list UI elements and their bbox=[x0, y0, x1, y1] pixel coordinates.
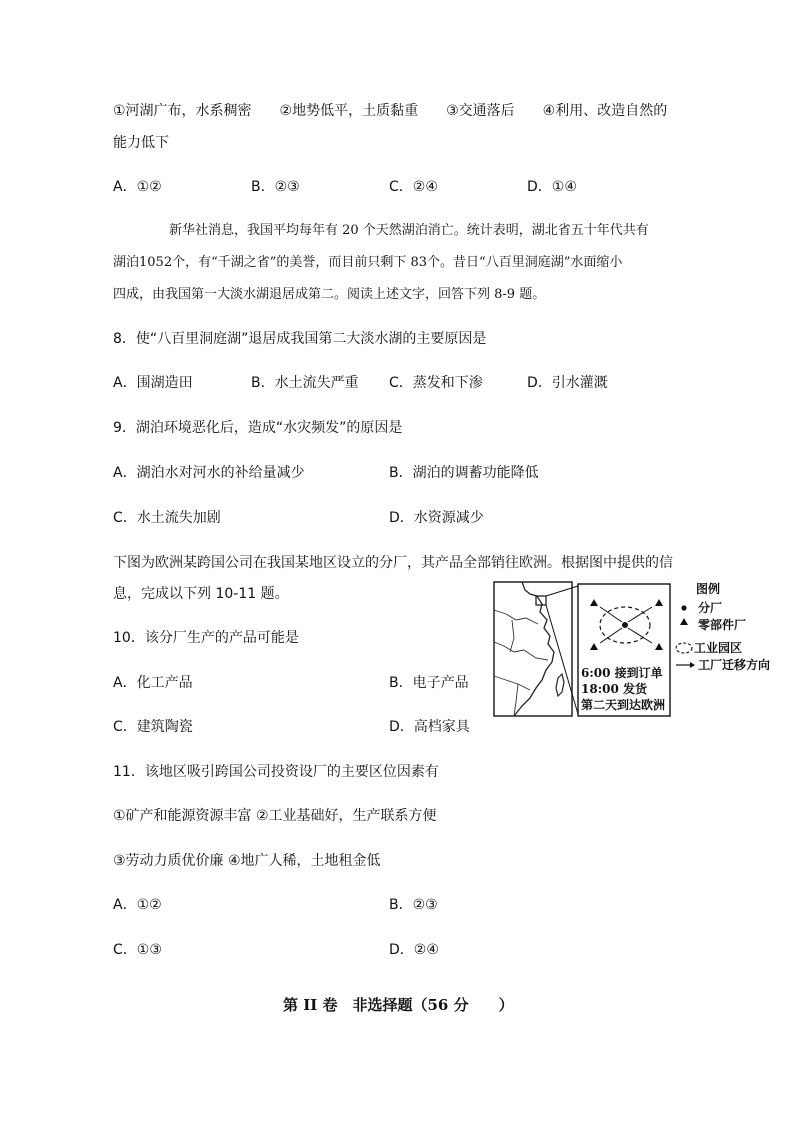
legend-label-parts: 零部件厂 bbox=[698, 618, 747, 632]
legend-label-park: 工业园区 bbox=[694, 641, 743, 655]
dot-icon bbox=[681, 605, 686, 610]
context-line-1: 下图为欧洲某跨国公司在我国某地区设立的分厂，其产品全部销往欧洲。根据图中提供的信 bbox=[113, 555, 673, 571]
q11-option-a: A．①② bbox=[113, 897, 162, 913]
factory-figure bbox=[492, 580, 782, 720]
factory-dot bbox=[622, 622, 628, 628]
section-title: 第 II 卷 非选择题（56 分 ） bbox=[283, 996, 514, 1014]
prev-option-b: B．②③ bbox=[251, 179, 300, 195]
legend-label-migration: 工厂迁移方向 bbox=[698, 658, 771, 672]
order-text-2: 18:00 发货 bbox=[581, 682, 648, 696]
q8-option-a: A．围湖造田 bbox=[113, 375, 193, 391]
q11-items-line-2: ③劳动力质优价廉 ④地广人稀，土地租金低 bbox=[113, 853, 381, 869]
legend-title: 图例 bbox=[696, 582, 721, 596]
q9-option-d: D．水资源减少 bbox=[389, 510, 484, 526]
intro-line-1: ①河湖广布，水系稠密 ②地势低平，土质黏重 ③交通落后 ④利用、改造自然的 bbox=[113, 103, 668, 119]
context-line-2: 息，完成以下列 10-11 题。 bbox=[113, 586, 289, 602]
triangle-icon bbox=[680, 618, 688, 625]
dashed-ellipse-icon bbox=[676, 643, 692, 653]
q8-option-c: C．蒸发和下渗 bbox=[389, 375, 483, 391]
q10-option-b: B．电子产品 bbox=[389, 675, 469, 691]
passage-line-2: 湖泊1052个，有“千湖之省”的美誉，而目前只剩下 83个。昔日“八百里洞庭湖”水面缩小 bbox=[113, 255, 623, 270]
intro-line-2: 能力低下 bbox=[113, 135, 169, 151]
question-11-stem: 11．该地区吸引跨国公司投资设厂的主要区位因素有 bbox=[113, 764, 439, 780]
map-frame bbox=[494, 582, 572, 716]
q10-option-c: C．建筑陶瓷 bbox=[113, 719, 193, 735]
q9-option-b: B．湖泊的调蓄功能降低 bbox=[389, 465, 539, 481]
prev-option-c: C．②④ bbox=[389, 179, 438, 195]
question-9-stem: 9．湖泊环境恶化后，造成“水灾频发”的原因是 bbox=[113, 420, 403, 436]
arrow-icon-head bbox=[690, 662, 695, 668]
order-text-3: 第二天到达欧洲 bbox=[581, 698, 666, 712]
q11-items-line-1: ①矿产和能源资源丰富 ②工业基础好，生产联系方便 bbox=[113, 808, 437, 824]
question-10-stem: 10．该分厂生产的产品可能是 bbox=[113, 630, 299, 646]
q11-option-c: C．①③ bbox=[113, 942, 162, 958]
legend-label-factory: 分厂 bbox=[698, 601, 723, 615]
q8-option-b: B．水土流失严重 bbox=[251, 375, 359, 391]
passage-line-3: 四成，由我国第一大淡水湖退居成第二。阅读上述文字，回答下列 8-9 题。 bbox=[113, 287, 546, 302]
question-8-stem: 8．使“八百里洞庭湖”退居成我国第二大淡水湖的主要原因是 bbox=[113, 331, 487, 347]
q8-option-d: D．引水灌溉 bbox=[527, 375, 608, 391]
order-text-1: 6:00 接到订单 bbox=[581, 666, 663, 680]
q11-option-d: D．②④ bbox=[389, 942, 439, 958]
prev-option-d: D．①④ bbox=[527, 179, 577, 195]
passage-line-1: 新华社消息，我国平均每年有 20 个天然湖泊消亡。统计表明，湖北省五十年代共有 bbox=[169, 223, 649, 238]
q9-option-c: C．水土流失加剧 bbox=[113, 510, 221, 526]
q10-option-a: A．化工产品 bbox=[113, 675, 193, 691]
q10-option-d: D．高档家具 bbox=[389, 719, 470, 735]
q9-option-a: A．湖泊水对河水的补给量减少 bbox=[113, 465, 305, 481]
q11-option-b: B．②③ bbox=[389, 897, 438, 913]
prev-option-a: A．①② bbox=[113, 179, 162, 195]
